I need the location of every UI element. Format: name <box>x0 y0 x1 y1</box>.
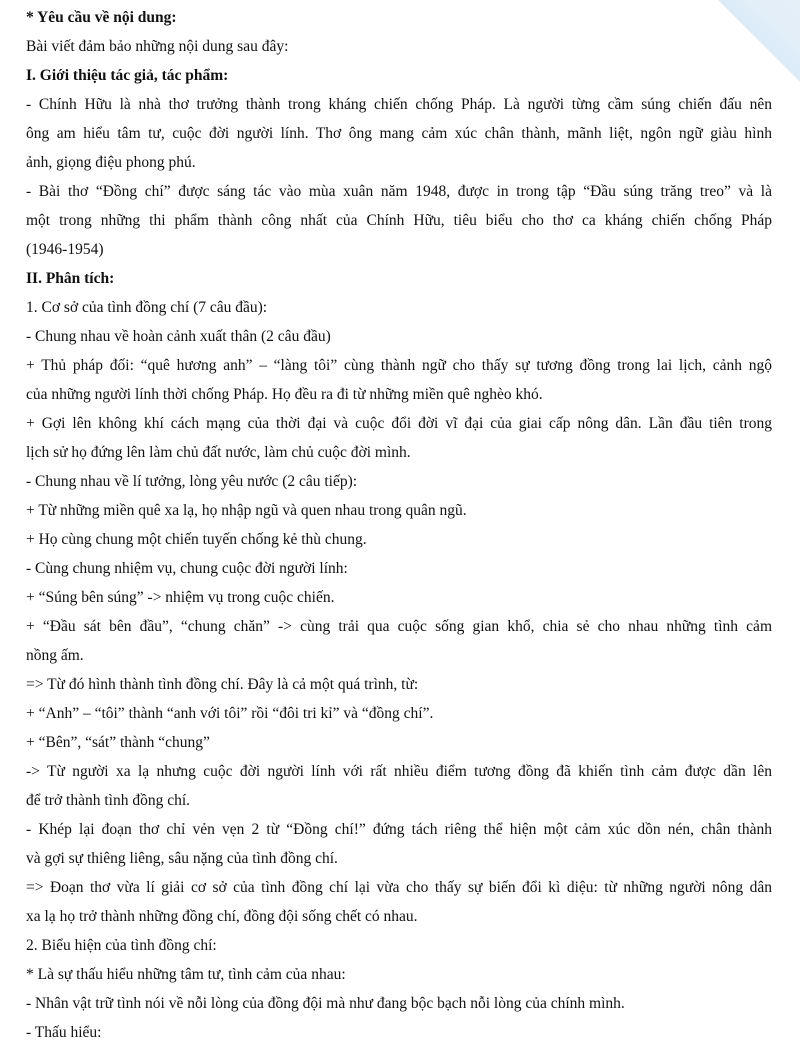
text-line: - Nhân vật trữ tình nói về nỗi lòng của đồng đội mà như đang bộc bạch nỗi lòng của chính mình. <box>26 995 625 1012</box>
section-heading: I. Giới thiệu tác giả, tác phẩm: <box>26 67 229 84</box>
text-line: và gợi sự thiêng liêng, sâu nặng của tình đồng chí. <box>26 850 338 867</box>
text-line: * Là sự thấu hiểu những tâm tư, tình cảm của nhau: <box>26 966 346 983</box>
text-line: - Chung nhau về lí tưởng, lòng yêu nước (2 câu tiếp): <box>26 473 358 490</box>
text-line: => Từ đó hình thành tình đồng chí. Đây là cả một quá trình, từ: <box>26 676 419 693</box>
text-line: + “Anh” – “tôi” thành “anh với tôi” rồi “đôi tri kỉ” và “đồng chí”. <box>26 705 434 722</box>
text-line: (1946-1954) <box>26 241 104 258</box>
text-line: để trở thành tình đồng chí. <box>26 792 191 809</box>
text-line: của những người lính thời chống Pháp. Họ đều ra đi từ những miền quê nghèo khó. <box>26 386 543 403</box>
text-line: nồng ấm. <box>26 647 84 664</box>
text-line: + Từ những miền quê xa lạ, họ nhập ngũ và quen nhau trong quân ngũ. <box>26 502 467 519</box>
text-line: - Cùng chung nhiệm vụ, chung cuộc đời người lính: <box>26 560 348 577</box>
text-line: xa lạ họ trở thành những đồng chí, đồng đội sống chết có nhau. <box>26 908 418 925</box>
text-line: + Gợi lên không khí cách mạng của thời đại và cuộc đổi đời vĩ đại của giai cấp nông dân. Lần đầu tiên trong <box>26 415 772 432</box>
text-line: => Đoạn thơ vừa lí giải cơ sở của tình đồng chí lại vừa cho thấy sự biến đổi kì diệu: từ những người nông dân <box>26 879 772 896</box>
text-line: + Họ cùng chung một chiến tuyến chống kẻ thù chung. <box>26 531 367 548</box>
text-line: + “Đầu sát bên đầu”, “chung chăn” -> cùng trải qua cuộc sống gian khổ, chia sẻ cho nhau những tình cảm <box>26 618 772 635</box>
text-line: 1. Cơ sở của tình đồng chí (7 câu đầu): <box>26 299 268 316</box>
text-line: Bài viết đảm bảo những nội dung sau đây: <box>26 38 289 55</box>
text-line: -> Từ người xa lạ nhưng cuộc đời người lính với rất nhiều điểm tương đồng đã khiến tình cảm được dần lên <box>26 763 772 780</box>
text-line: - Chính Hữu là nhà thơ trưởng thành trong kháng chiến chống Pháp. Là người từng cầm súng chiến đấu nên <box>26 96 772 113</box>
text-line: ảnh, giọng điệu phong phú. <box>26 154 196 171</box>
section-heading: II. Phân tích: <box>26 270 115 287</box>
text-line: - Chung nhau về hoàn cảnh xuất thân (2 câu đầu) <box>26 328 331 345</box>
text-line: - Bài thơ “Đồng chí” được sáng tác vào mùa xuân năm 1948, được in trong tập “Đầu súng trăng treo” và là <box>26 183 772 200</box>
text-line: - Khép lại đoạn thơ chỉ vẻn vẹn 2 từ “Đồng chí!” đứng tách riêng thể hiện một cảm xúc dồn nén, chân thành <box>26 821 772 838</box>
text-line: một trong những thi phẩm thành công nhất của Chính Hữu, tiêu biểu cho thơ ca kháng chiến chống Pháp <box>26 212 772 229</box>
section-heading: * Yêu cầu về nội dung: <box>26 9 177 26</box>
text-line: + “Bên”, “sát” thành “chung” <box>26 734 210 751</box>
text-line: + Thủ pháp đối: “quê hương anh” – “làng tôi” cùng thành ngữ cho thấy sự tương đồng trong lai lịch, cảnh ngộ <box>26 357 772 374</box>
text-line: + “Súng bên súng” -> nhiệm vụ trong cuộc chiến. <box>26 589 335 606</box>
text-line: ông am hiểu tâm tư, cuộc đời người lính. Thơ ông mang cảm xúc chân thành, mãnh liệt, ngôn ngữ giàu hình <box>26 125 772 142</box>
text-line: - Thấu hiểu: <box>26 1024 102 1041</box>
text-line: lịch sử họ đứng lên làm chủ đất nước, làm chủ cuộc đời mình. <box>26 444 411 461</box>
text-line: 2. Biểu hiện của tình đồng chí: <box>26 937 217 954</box>
